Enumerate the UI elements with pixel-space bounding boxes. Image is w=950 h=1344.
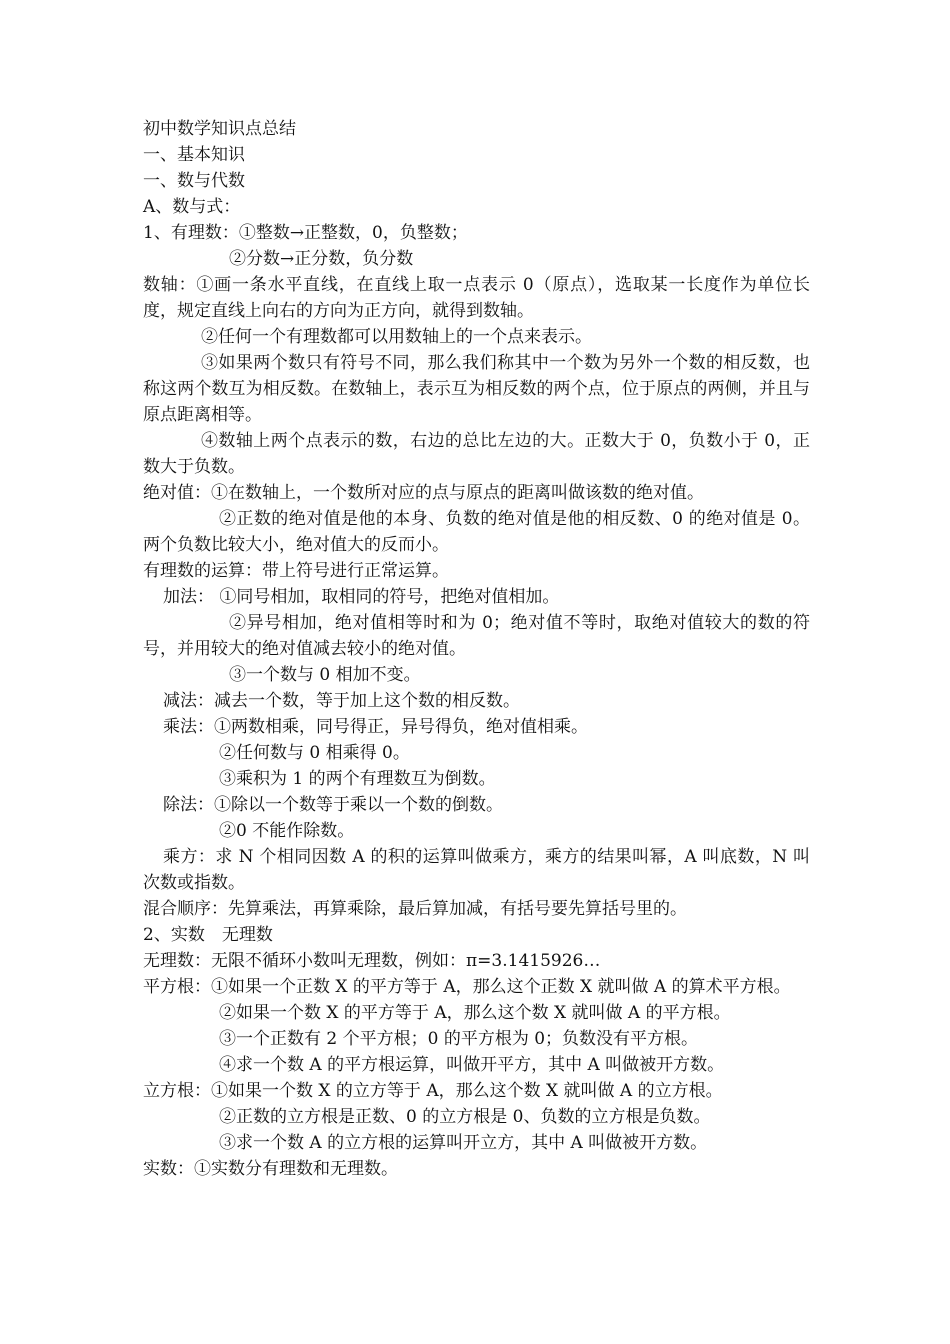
paragraph: 数轴：①画一条水平直线，在直线上取一点表示 0（原点），选取某一长度作为单位长度，规定直线上向右的方向为正方向，就得到数轴。: [143, 275, 810, 321]
paragraph-line: ②分数→正分数，负分数: [229, 249, 414, 269]
paragraph-line: 无理数：无限不循环小数叫无理数，例如：π=3.1415926…: [143, 951, 601, 971]
section-heading: 一、数与代数: [143, 171, 245, 191]
paragraph-line: ②任何数与 0 相乘得 0。: [219, 743, 410, 763]
paragraph-line: 除法：①除以一个数等于乘以一个数的倒数。: [163, 795, 503, 815]
paragraph-line: ②正数的立方根是正数、0 的立方根是 0、负数的立方根是负数。: [219, 1107, 711, 1127]
paragraph-line: 混合顺序：先算乘法，再算乘除，最后算加减，有括号要先算括号里的。: [143, 899, 687, 919]
paragraph-line: ②如果一个数 X 的平方等于 A，那么这个数 X 就叫做 A 的平方根。: [219, 1003, 731, 1023]
paragraph: ②异号相加，绝对值相等时和为 0；绝对值不等时，取绝对值较大的数的符号，并用较大的绝对值减去较小的绝对值。: [143, 613, 810, 659]
paragraph-line: ④求一个数 A 的平方根运算，叫做开平方，其中 A 叫做被开方数。: [219, 1055, 725, 1075]
paragraph-line: 乘法：①两数相乘，同号得正，异号得负，绝对值相乘。: [163, 717, 588, 737]
section-heading: 一、基本知识: [143, 145, 245, 165]
paragraph-line: ③乘积为 1 的两个有理数互为倒数。: [219, 769, 496, 789]
paragraph-line: 加法： ①同号相加，取相同的符号，把绝对值相加。: [163, 587, 560, 607]
subsection-heading: A、数与式：: [143, 197, 241, 217]
paragraph-line: 立方根：①如果一个数 X 的立方等于 A，那么这个数 X 就叫做 A 的立方根。: [143, 1081, 723, 1101]
document-body: [143, 116, 810, 1182]
paragraph-line: ②0 不能作除数。: [219, 821, 355, 841]
paragraph: 平方根：①如果一个正数 X 的平方等于 A，那么这个正数 X 就叫做 A 的算术平方根。: [143, 977, 791, 997]
paragraph: ③如果两个数只有符号不同，那么我们称其中一个数为另外一个数的相反数，也称这两个数互为相反数。在数轴上，表示互为相反数的两个点，位于原点的两侧，并且与原点距离相等。: [143, 353, 810, 425]
subsection-heading: 2、实数 无理数: [143, 925, 273, 945]
paragraph-line: ③一个数与 0 相加不变。: [229, 665, 421, 685]
paragraph-line: ②任何一个有理数都可以用数轴上的一个点来表示。: [201, 327, 592, 347]
paragraph: ②正数的绝对值是他的本身、负数的绝对值是他的相反数、0 的绝对值是 0。两个负数比较大小，绝对值大的反而小。: [143, 509, 810, 555]
document-title: 初中数学知识点总结: [143, 119, 296, 139]
paragraph: 乘方：求 N 个相同因数 A 的积的运算叫做乘方，乘方的结果叫幂，A 叫底数，N 叫次数或指数。: [143, 847, 810, 893]
paragraph-line: 实数：①实数分有理数和无理数。: [143, 1159, 398, 1179]
paragraph-line: 绝对值：①在数轴上，一个数所对应的点与原点的距离叫做该数的绝对值。: [143, 483, 704, 503]
paragraph-line: ③一个正数有 2 个平方根；0 的平方根为 0；负数没有平方根。: [219, 1029, 699, 1049]
paragraph-line: 有理数的运算：带上符号进行正常运算。: [143, 561, 449, 581]
paragraph-line: ③求一个数 A 的立方根的运算叫开立方，其中 A 叫做被开方数。: [219, 1133, 708, 1153]
paragraph-line: 1、有理数：①整数→正整数，0，负整数；: [143, 223, 468, 243]
paragraph-line: 减法：减去一个数，等于加上这个数的相反数。: [163, 691, 520, 711]
paragraph: ④数轴上两个点表示的数，右边的总比左边的大。正数大于 0，负数小于 0，正数大于负数。: [143, 431, 810, 477]
